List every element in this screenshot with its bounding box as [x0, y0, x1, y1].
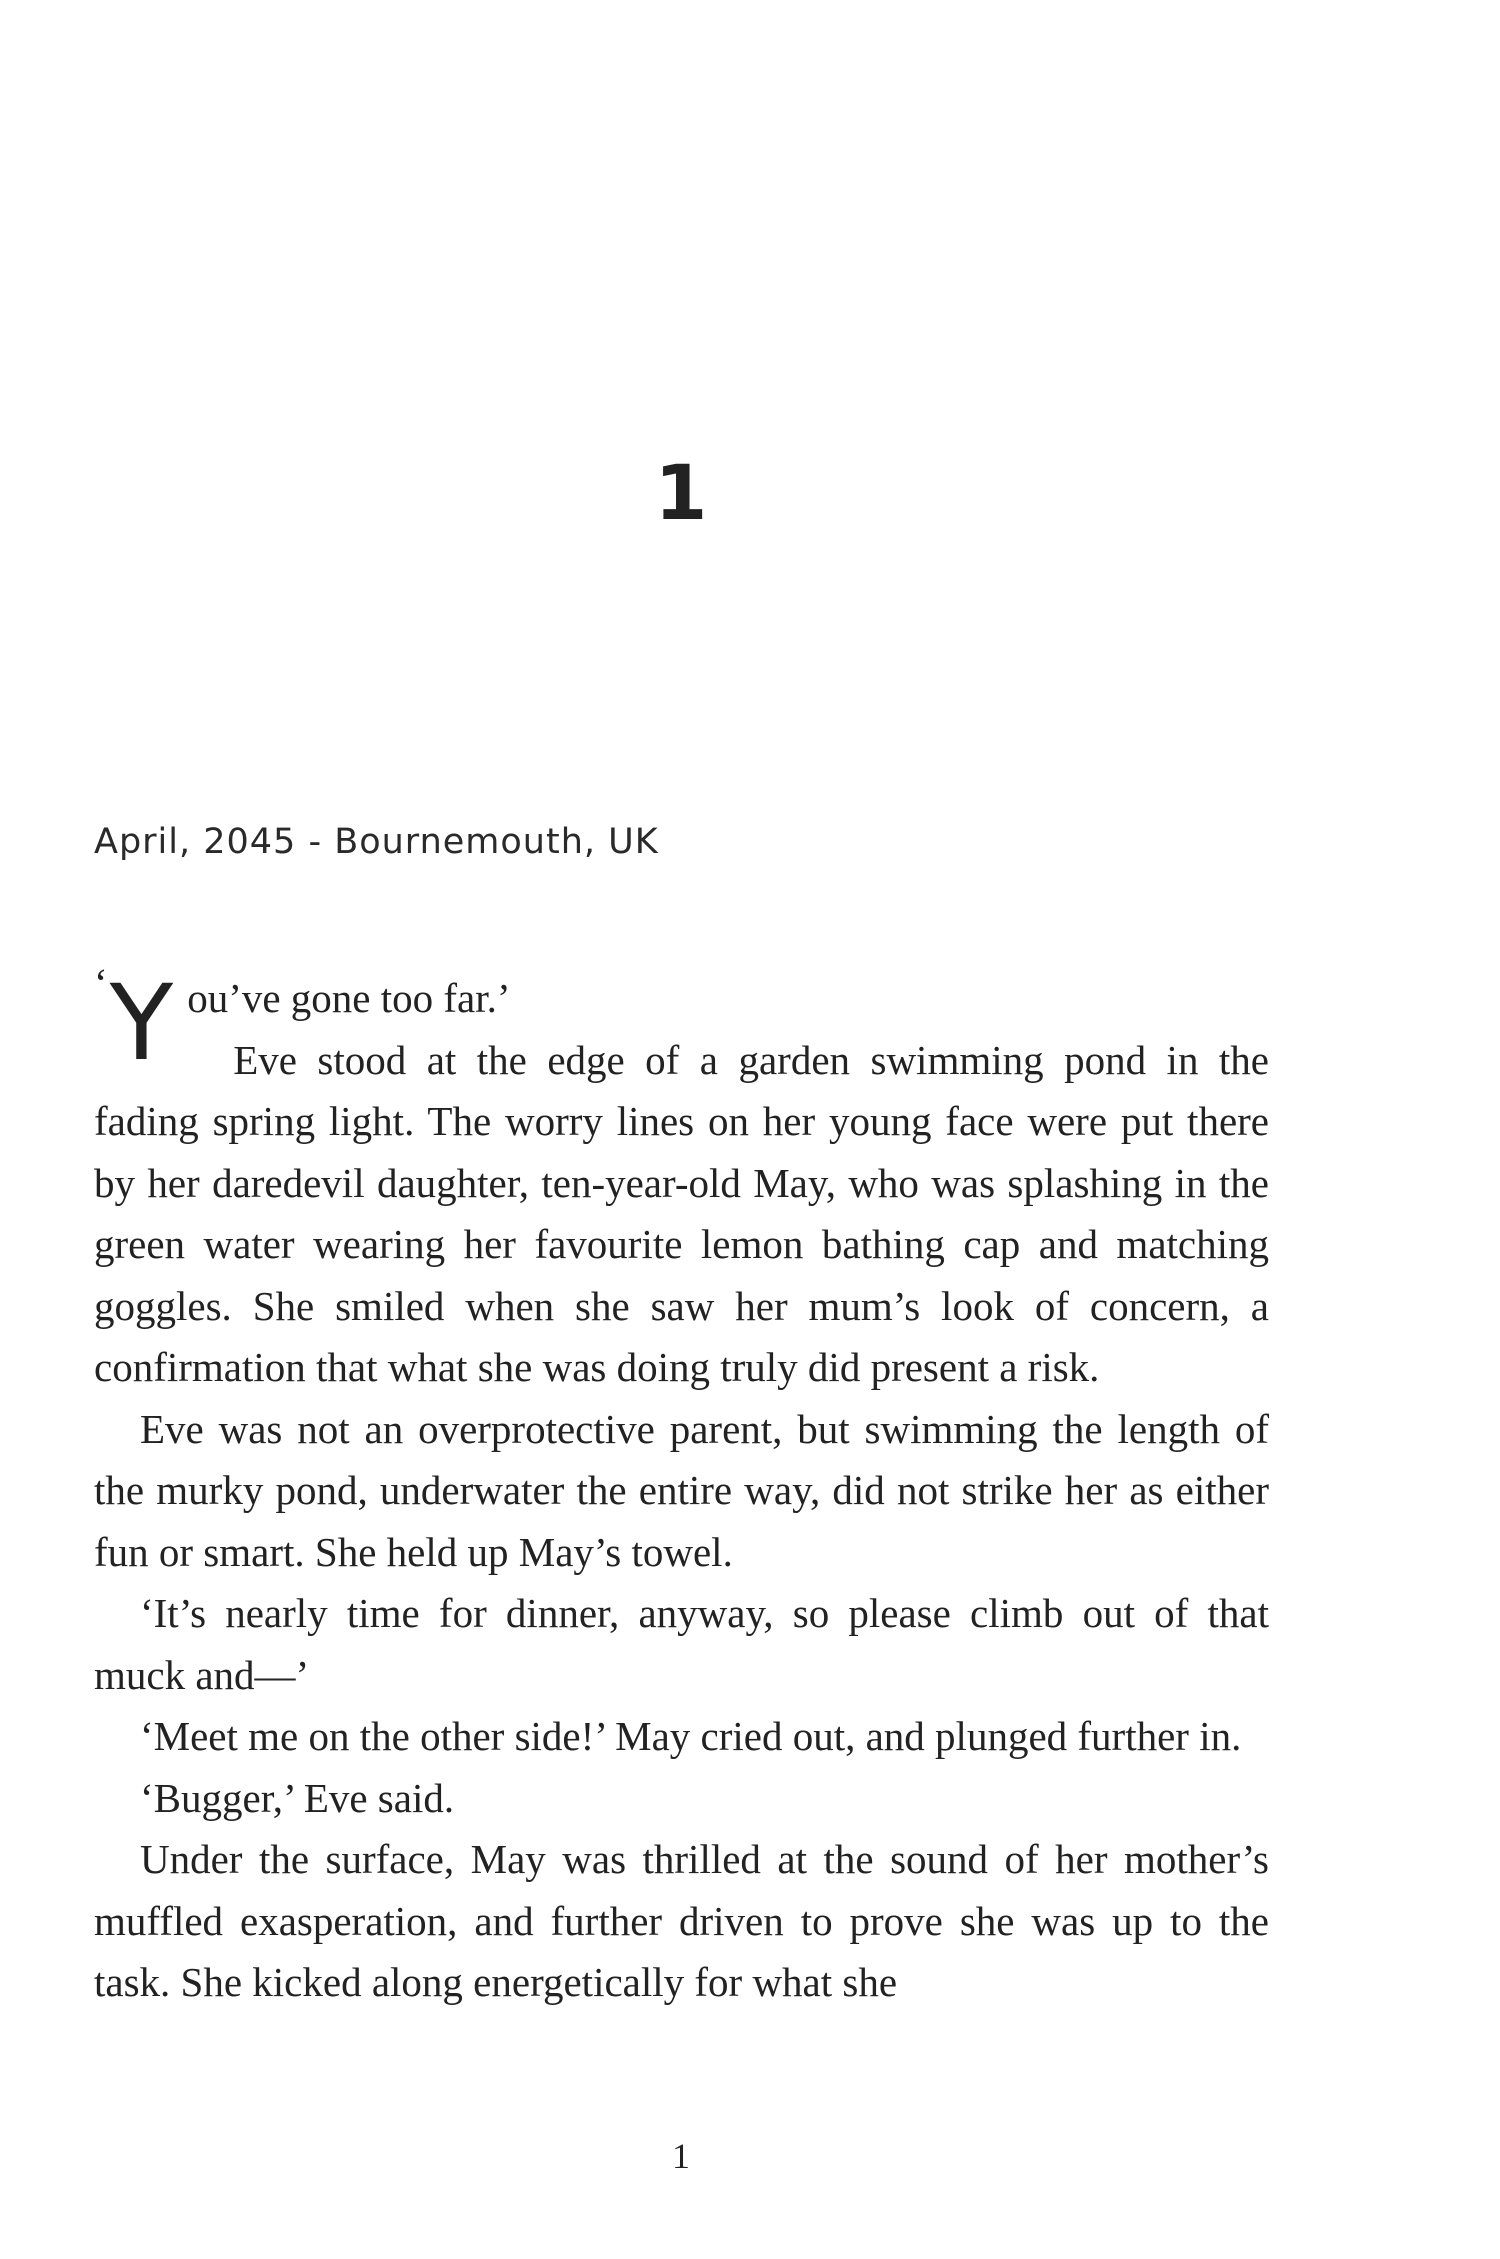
paragraph: Eve was not an overprotective parent, but swimming the length of the murky pond, underwater the entire way, did not strike her as either fun or smart. She held up May’s towel.: [94, 1405, 1269, 1575]
opening-line: [94, 960, 1269, 1084]
paragraph: ‘Bugger,’ Eve said.: [140, 1774, 455, 1821]
dateline: April, 2045 - Bournemouth, UK: [94, 822, 659, 862]
paragraph: ‘It’s nearly time for dinner, anyway, so please climb out of that muck and—’: [94, 1590, 1269, 1698]
opening-line-text: ou’ve gone too far.’: [187, 975, 511, 1021]
paragraph: ‘Meet me on the other side!’ May cried out, and plunged further in.: [140, 1713, 1242, 1759]
chapter-number: 1: [654, 448, 708, 537]
body-text: [94, 960, 1269, 2014]
drop-cap: Y: [109, 962, 174, 1084]
open-quote: ‘: [94, 960, 108, 1006]
paragraph: Under the surface, May was thrilled at the sound of her mother’s muffled exasperation, and further driven to prove she was up to the task. She kicked along energetically for what she: [94, 1836, 1269, 2005]
page-number: 1: [672, 2136, 690, 2176]
paragraph: Eve stood at the edge of a garden swimming pond in the fading spring light. The worry lines on her young face were put there by her daredevil daughter, ten-year-old May, who was splashing in the green water wearing her favourite lemon bathing cap and matching goggles. She smiled when she saw her mum’s look of concern, a confirmation that what she was doing truly did present a risk.: [94, 1036, 1269, 1390]
